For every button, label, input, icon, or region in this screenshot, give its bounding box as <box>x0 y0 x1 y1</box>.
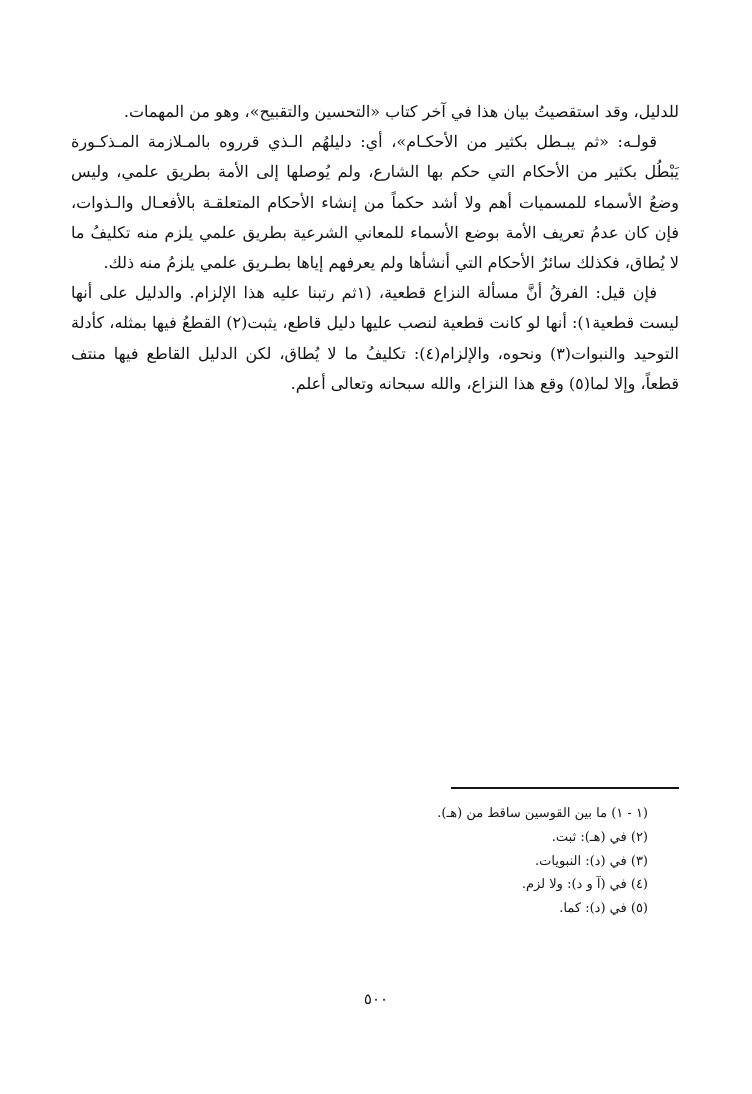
footnote-divider <box>451 787 679 789</box>
paragraph-2: قولـه: «ثم يبـطل بكثير من الأحكـام»، أي: دليلهُم الـذي قرروه بالمـلازمة المـذكـورة يَبْطُل بكثير من الأحكام التي حكم بها الشارع، ولم يُوصلها إلى الأمة بطريق علمي، وليس وضعُ الأسماء للمسميات أهم ولا أشد حكماً من إنشاء الأحكام المتعلقـة بالأفعـال والـذوات، فإن كان عدمُ تعريف الأمة بوضع الأسماء للمعاني الشرعية بطريق علمي يلزم منه تكليفُ ما لا يُطاق، فكذلك سائرُ الأحكام التي أنشأها ولم يعرفهم إياها بطـريق علمي يلزمُ منه ذلك. <box>71 132 679 273</box>
footnote-4: (٤) في (آ و د): ولا لزم. <box>521 877 648 893</box>
page-number: ٥٠٠ <box>363 990 389 1008</box>
paragraph-3: فإن قيل: الفرقُ أنَّ مسألة النزاع قطعية، (١ثم رتبنا عليه هذا الإلزام. والدليل على أنها ليست قطعية١): أنها لو كانت قطعية لنصب عليها دليل قاطع، يثبت(٢) القطعُ فيها بمثله، كأدلة التوحيد والنبوات(٣) ونحوه، والإلزام(٤): تكليفُ ما لا يُطاق، لكن الدليل القاطع فيها منتف قطعاً، وإلا لما(٥) وقع هذا النزاع، والله سبحانه وتعالى أعلم. <box>71 283 680 393</box>
main-text <box>71 97 679 399</box>
footnote-5: (٥) في (د): كما. <box>559 901 648 917</box>
footnote-1: (١ - ١) ما بين القوسين ساقط من (هـ). <box>437 806 648 821</box>
footnote-3: (٣) في (د): النبويات. <box>535 853 648 869</box>
footnotes-list <box>328 802 648 921</box>
paragraph-1: للدليل، وقد استقصيتُ بيان هذا في آخر كتاب «التحسين والتقبيح»، وهو من المهمات. <box>123 102 679 121</box>
footnote-2: (٢) في (هـ): ثبت. <box>551 829 648 845</box>
